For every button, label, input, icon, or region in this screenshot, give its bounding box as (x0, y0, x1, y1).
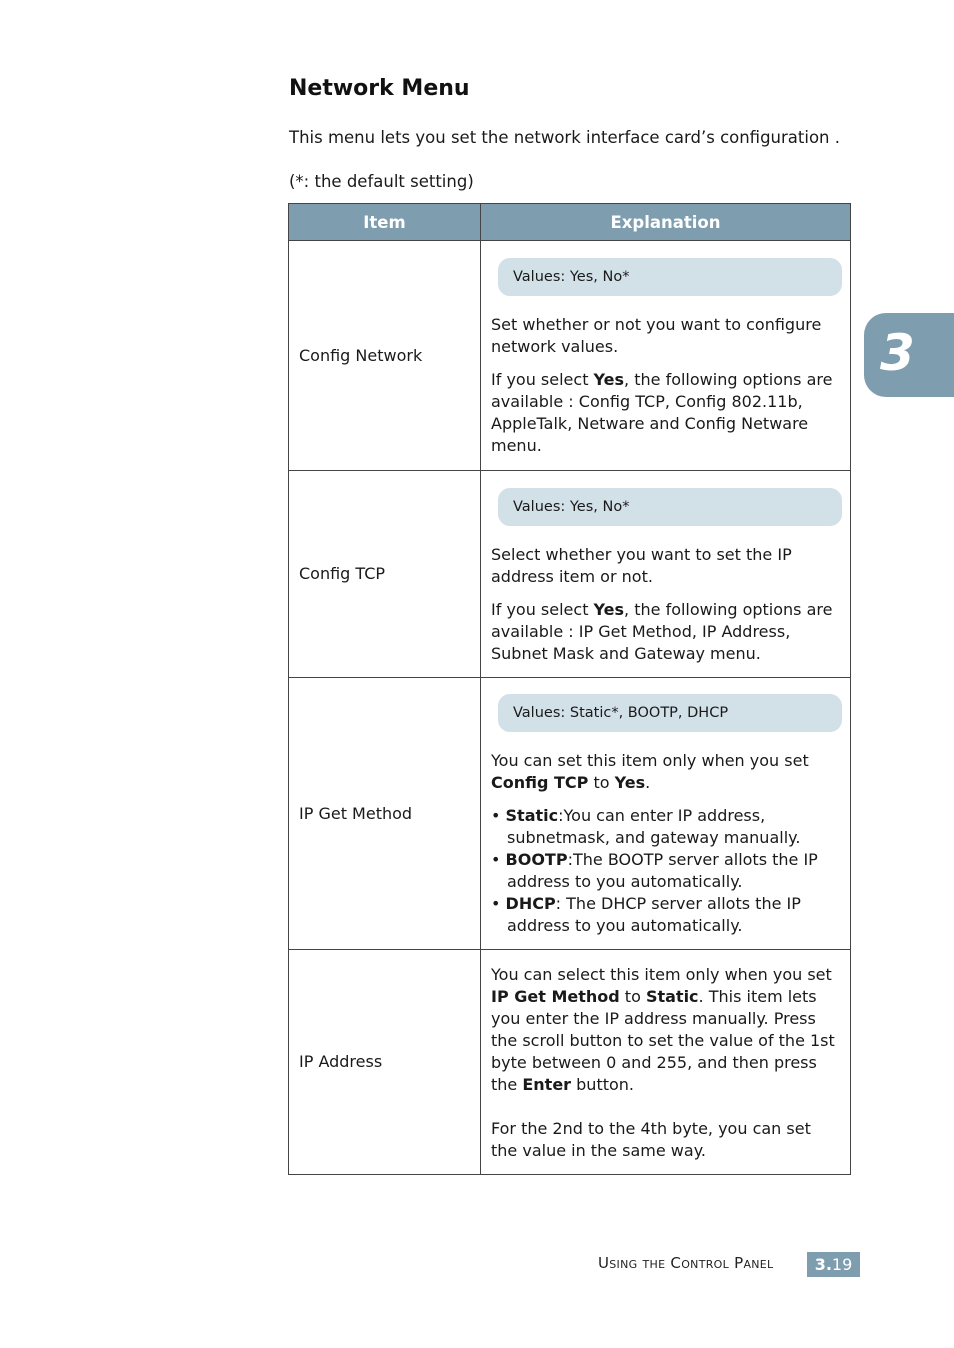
page-title: Network Menu (289, 76, 470, 101)
method-list (491, 805, 842, 937)
explanation-text: You can set this item only when you set Config TCP to Yes. (491, 751, 809, 792)
explanation-text: Set whether or not you want to configure network values. (491, 315, 822, 356)
item-name: Config Network (289, 241, 481, 471)
explanation-cell (481, 241, 851, 471)
column-header-item: Item (289, 204, 481, 241)
table-row (289, 471, 851, 678)
explanation-text: For the 2nd to the 4th byte, you can set the value in the same way. (491, 1119, 811, 1160)
item-name: IP Get Method (289, 678, 481, 950)
explanation-cell (481, 471, 851, 678)
chapter-number: 3 (880, 324, 915, 382)
item-name: Config TCP (289, 471, 481, 678)
page-chapter: 3. (814, 1255, 832, 1274)
table-row (289, 678, 851, 950)
table-row (289, 950, 851, 1175)
explanation-cell (481, 678, 851, 950)
default-setting-note: (*: the default setting) (289, 172, 474, 191)
values-box: Values: Static*, BOOTP, DHCP (498, 694, 842, 732)
page-number-badge (807, 1252, 860, 1277)
table-row (289, 241, 851, 471)
intro-text: This menu lets you set the network interface card’s configuration . (289, 128, 841, 147)
list-item: • Static:You can enter IP address, subnetmask, and gateway manually. (491, 806, 801, 847)
values-box: Values: Yes, No* (498, 488, 842, 526)
network-menu-table (288, 203, 851, 1175)
page-number: 19 (831, 1255, 853, 1274)
item-name: IP Address (289, 950, 481, 1175)
explanation-text: You can select this item only when you set IP Get Method to Static. This item lets you enter the IP address manually. Press the scroll button to set the value of the 1st byte between 0 and 255, and then press the Enter button. (491, 965, 835, 1094)
list-item: • BOOTP:The BOOTP server allots the IP address to you automatically. (491, 850, 818, 891)
explanation-text: If you select Yes, the following options are available : IP Get Method, IP Address, Subnet Mask and Gateway menu. (491, 599, 833, 663)
table-header-row (289, 204, 851, 241)
list-item: • DHCP: The DHCP server allots the IP address to you automatically. (491, 894, 801, 935)
footer-section-title: Using the Control Panel (598, 1254, 774, 1272)
values-box: Values: Yes, No* (498, 258, 842, 296)
column-header-explanation: Explanation (481, 204, 851, 241)
explanation-text: Select whether you want to set the IP address item or not. (491, 544, 792, 586)
explanation-cell (481, 950, 851, 1175)
explanation-text: If you select Yes, the following options are available : Config TCP, Config 802.11b, AppleTalk, Netware and Config Netware menu. (491, 370, 833, 455)
